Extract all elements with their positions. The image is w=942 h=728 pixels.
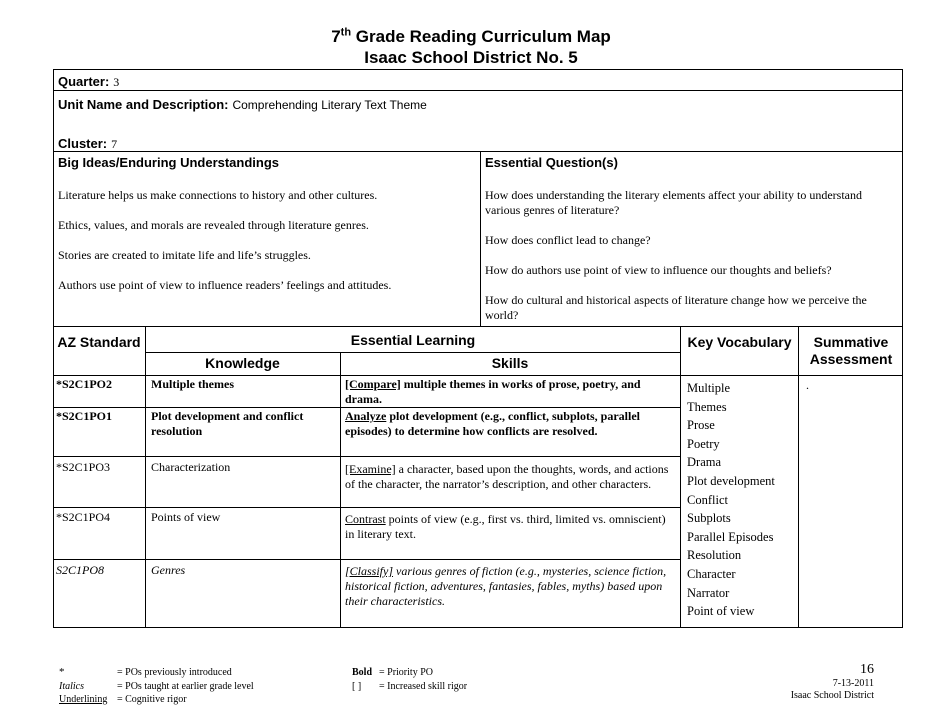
- skill-text: various genres of fiction (e.g., mysteries, science fiction, historical fiction, adventures, fantasies, fables, myths) based upon their characteristics.: [345, 564, 667, 608]
- essential-questions-heading: Essential Question(s): [485, 155, 618, 170]
- essential-question-item: How does conflict lead to change?: [485, 233, 651, 247]
- vocabulary-item: Character: [687, 566, 736, 581]
- skill-text: multiple themes in works of prose, poetry, and drama.: [345, 377, 641, 406]
- legend-key: *: [59, 666, 65, 678]
- vocabulary-item: Point of view: [687, 604, 755, 619]
- document-title: [0, 26, 942, 68]
- legend-desc: = Priority PO: [379, 667, 433, 678]
- vocabulary-item: Themes: [687, 399, 727, 414]
- vocabulary-item: Subplots: [687, 511, 731, 526]
- skill-verb: [Examine]: [345, 462, 396, 476]
- vocabulary-item: Drama: [687, 455, 722, 470]
- quarter-row: [53, 69, 903, 91]
- essential-question-item: How do cultural and historical aspects of literature change how we perceive the world?: [485, 293, 867, 322]
- skill-cell: [345, 512, 677, 542]
- cluster-label: Cluster:: [58, 136, 108, 151]
- skill-cell: [345, 462, 677, 492]
- skill-text: plot development (e.g., conflict, subplots, parallel episodes) to determine how conflicts are resolved.: [345, 409, 640, 438]
- quarter-value: 3: [113, 75, 120, 89]
- skill-cell: [345, 377, 677, 407]
- big-ideas-list: [58, 188, 476, 293]
- header-summative-assessment: Summative Assessment: [809, 334, 893, 367]
- footer-district: Isaac School District: [790, 690, 874, 701]
- skill-verb: Analyze: [345, 409, 387, 423]
- big-ideas-section: [53, 151, 481, 327]
- cluster-value: 7: [111, 137, 118, 151]
- skill-verb: Contrast: [345, 512, 386, 526]
- knowledge-cell: Multiple themes: [151, 377, 234, 391]
- legend-desc: = POs previously introduced: [117, 667, 232, 678]
- skill-cell: [345, 564, 677, 609]
- skill-text: points of view (e.g., first vs. third, limited vs. omniscient) in literary text.: [345, 512, 666, 541]
- skill-cell: [345, 409, 677, 439]
- standard-cell: *S2C1PO1: [56, 409, 113, 423]
- skill-verb: [Classify]: [345, 564, 394, 578]
- learning-table: [53, 326, 903, 628]
- standard-cell: *S2C1PO4: [56, 510, 111, 524]
- footer-right: [740, 662, 874, 702]
- header-key-vocabulary: Key Vocabulary: [687, 334, 792, 350]
- footer-date: 7-13-2011: [832, 678, 874, 689]
- vocabulary-item: Prose: [687, 418, 715, 433]
- vocabulary-item: Multiple: [687, 381, 731, 395]
- quarter-label: Quarter:: [58, 74, 110, 89]
- header-az-standard: AZ Standard: [57, 334, 141, 350]
- unit-label: Unit Name and Description:: [58, 97, 229, 112]
- legend-desc: = Increased skill rigor: [379, 681, 468, 692]
- vocabulary-item: Plot development: [687, 473, 775, 488]
- knowledge-cell: Plot development and conflict resolution: [151, 409, 304, 438]
- big-idea-item: Authors use point of view to influence readers’ feelings and attitudes.: [58, 278, 392, 292]
- vocabulary-item: Resolution: [687, 548, 742, 563]
- vocabulary-item: Poetry: [687, 436, 720, 451]
- summative-assessment-value: .: [806, 378, 809, 392]
- header-essential-learning: Essential Learning: [350, 332, 476, 348]
- essential-questions-section: [480, 151, 903, 327]
- page-number: 16: [860, 662, 874, 677]
- unit-value: Comprehending Literary Text Theme: [232, 98, 427, 112]
- skill-text: a character, based upon the thoughts, words, and actions of the character, the narrator’s description, and other characters.: [345, 462, 669, 491]
- essential-questions-list: [485, 188, 885, 323]
- skill-verb: [Compare]: [345, 377, 401, 391]
- legend-desc: = POs taught at earlier grade level: [117, 681, 254, 692]
- legend-key: Bold: [352, 667, 373, 678]
- header-knowledge: Knowledge: [205, 355, 280, 371]
- big-idea-item: Ethics, values, and morals are revealed through literature genres.: [58, 218, 369, 232]
- knowledge-cell: Genres: [151, 563, 186, 577]
- knowledge-cell: Points of view: [151, 510, 221, 524]
- legend-key: Underlining: [59, 694, 108, 705]
- essential-question-item: How does understanding the literary elements affect your ability to understand various genres of literature?: [485, 188, 863, 217]
- knowledge-cell: Characterization: [151, 460, 231, 474]
- essential-question-item: How do authors use point of view to influence our thoughts and beliefs?: [485, 263, 832, 277]
- standard-cell: *S2C1PO3: [56, 460, 111, 474]
- title-line-2: Isaac School District No. 5: [364, 48, 578, 67]
- legend-key: [ ]: [352, 681, 362, 692]
- key-vocabulary-list: [687, 379, 797, 621]
- unit-cluster-row: [53, 90, 903, 152]
- big-idea-item: Stories are created to imitate life and life’s struggles.: [58, 248, 311, 262]
- standard-cell: *S2C1PO2: [56, 377, 113, 391]
- standard-cell: S2C1PO8: [56, 563, 104, 577]
- legend-desc: = Cognitive rigor: [117, 694, 187, 705]
- title-line-1: 7th Grade Reading Curriculum Map: [331, 26, 611, 46]
- header-skills: Skills: [491, 355, 529, 371]
- vocabulary-item: Narrator: [687, 585, 730, 600]
- vocabulary-item: Parallel Episodes: [687, 529, 774, 544]
- vocabulary-item: Conflict: [687, 492, 728, 507]
- legend-key: Italics: [59, 681, 84, 692]
- big-idea-item: Literature helps us make connections to history and other cultures.: [58, 188, 378, 202]
- big-ideas-heading: Big Ideas/Enduring Understandings: [58, 155, 280, 170]
